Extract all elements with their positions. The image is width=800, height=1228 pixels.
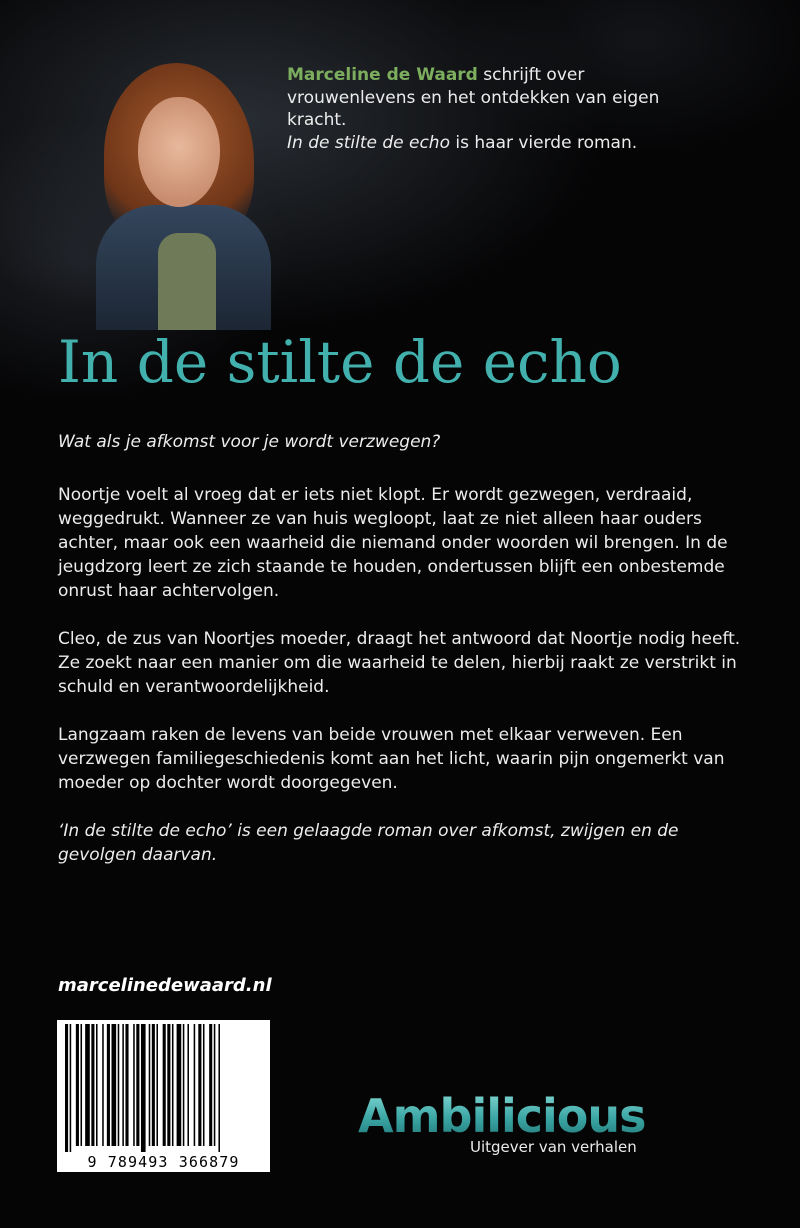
barcode-bar [149, 1024, 151, 1146]
barcode-bar [91, 1024, 94, 1146]
barcode-bar [183, 1024, 185, 1146]
barcode-bar [96, 1024, 98, 1146]
barcode-bar [187, 1024, 189, 1146]
author-photo-face [138, 97, 220, 207]
barcode-bar [141, 1024, 146, 1152]
barcode-bar [203, 1024, 205, 1146]
barcode-bar [156, 1024, 158, 1146]
barcode-bars [57, 1020, 270, 1152]
isbn-barcode [57, 1020, 270, 1172]
isbn-number: 9 789493 366879 [87, 1153, 240, 1171]
author-bio-text: schrijft over vrouwenlevens en het ontdekken van eigen kracht. [287, 65, 660, 130]
blurb [58, 483, 748, 891]
barcode-bar [102, 1024, 104, 1146]
barcode-bar [118, 1024, 120, 1146]
barcode-bar [163, 1024, 166, 1146]
barcode-bar [133, 1024, 135, 1146]
author-photo-shirt [158, 233, 216, 330]
blurb-paragraph: Noortje voelt al vroeg dat er iets niet klopt. Er wordt gezwegen, verdraaid, weggedrukt. Wanneer ze van huis wegloopt, laat ze niet alleen haar ouders achter, maar ook een waarheid die niemand onder woorden wil brengen. In de jeugdzorg leert ze zich staande te houden, ondertussen blijft een onbestemde onrust haar achtervolgen. [58, 485, 728, 601]
barcode-bar [209, 1024, 212, 1146]
author-name: Marceline de Waard [287, 65, 478, 85]
barcode-bar [70, 1024, 72, 1152]
author-bio-end: is haar vierde roman. [449, 132, 638, 153]
book-tagline: Wat als je afkomst voor je wordt verzwegen? [58, 432, 441, 452]
book-title: In de stilte de echo [58, 328, 622, 396]
barcode-bar [214, 1024, 216, 1146]
barcode-bar [125, 1024, 128, 1146]
author-bio-book-title: In de stilte de echo [287, 132, 450, 153]
barcode-bar [65, 1024, 68, 1152]
blurb-paragraph: Cleo, de zus van Noortjes moeder, draagt het antwoord dat Noortje nodig heeft. Ze zoekt naar een manier om die waarheid te delen, hierbij raakt ze verstrikt in schuld en verantwoordelijkheid. [58, 629, 741, 697]
barcode-bar [198, 1024, 201, 1146]
barcode-bar [76, 1024, 79, 1146]
barcode-bar [218, 1024, 220, 1152]
barcode-bar [85, 1024, 90, 1146]
barcode-bar [112, 1024, 117, 1146]
publisher-subtitle: Uitgever van verhalen [470, 1138, 637, 1156]
barcode-bar [81, 1024, 83, 1146]
barcode-bar [122, 1024, 124, 1146]
publisher-name: Ambilicious [358, 1092, 658, 1140]
author-photo [96, 55, 286, 330]
blurb-paragraph: Langzaam raken de levens van beide vrouwen met elkaar verweven. Een verzwegen familiegeschiedenis komt aan het licht, waarin pijn ongemerkt van moeder op dochter wordt doorgegeven. [58, 725, 725, 793]
publisher-logo [358, 1089, 658, 1156]
barcode-bar [136, 1024, 139, 1146]
author-bio [287, 64, 687, 154]
barcode-bar [177, 1024, 182, 1146]
barcode-bar [172, 1024, 174, 1146]
barcode-bar [167, 1024, 170, 1146]
barcode-bar [152, 1024, 155, 1146]
website-link[interactable]: marcelinedewaard.nl [58, 975, 272, 996]
barcode-bar [107, 1024, 110, 1146]
blurb-closing: ‘In de stilte de echo’ is een gelaagde roman over afkomst, zwijgen en de gevolgen daarvan. [58, 821, 679, 865]
barcode-bar [194, 1024, 196, 1146]
